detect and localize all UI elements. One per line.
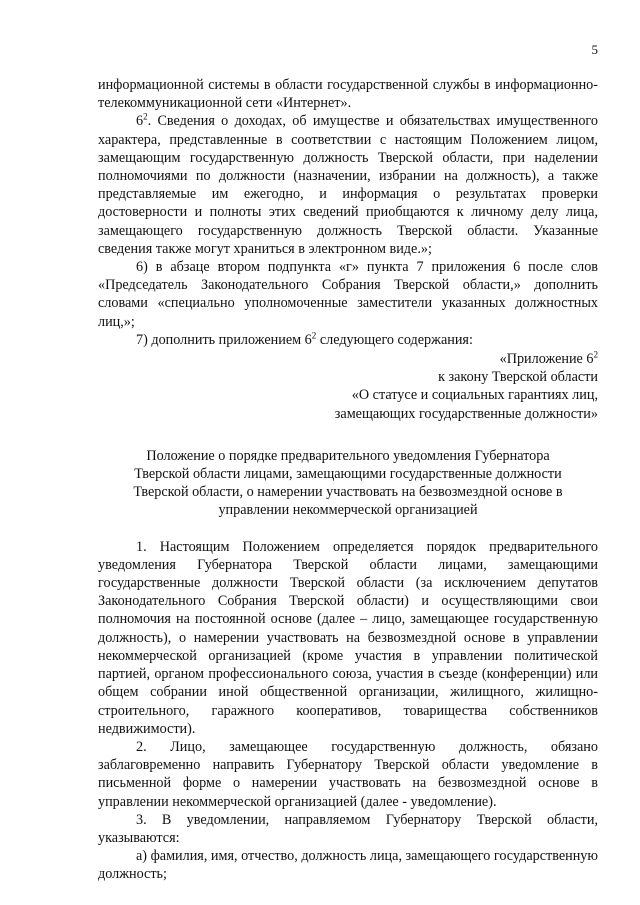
- page-number: 5: [591, 42, 598, 57]
- appendix-label: «Приложение 6: [499, 351, 594, 368]
- appendix-heading: [98, 350, 598, 423]
- document-content: [98, 76, 598, 884]
- title-line: Тверской области, о намерении участвовать на безвозмездной основе в: [133, 484, 563, 501]
- section-number-superscript: 2: [143, 111, 148, 122]
- appendix-number-superscript: 2: [311, 330, 317, 341]
- paragraph-item-6: 6) в абзаце втором подпункта «г» пункта 7 приложения 6 после слов «Председатель Законодательного Собрания Тверской области,» дополнить словами «специально уполномоченные заместители указанных должностных лиц,»;: [98, 259, 598, 330]
- paragraph-text: . Сведения о доходах, об имуществе и обязательствах имущественного характера, представленные в соответствии с настоящим Положением лицом, замещающим государственную должность Тверской области, при наделении полномочиями по должности (назначении, избрании на должность), а также представляемые им ежегодно, и информация о результатах проверки достоверности и полноты этих сведений приобщаются к личному делу лица, замещающего государственную должность Тверской области. Указанные сведения также могут храниться в электронном виде.»;: [98, 113, 598, 257]
- paragraph-item-7: [98, 331, 598, 349]
- regulation-paragraph-3: 3. В уведомлении, направляемом Губернатору Тверской области, указываются:: [98, 811, 598, 846]
- appendix-line: к закону Тверской области: [438, 369, 598, 386]
- appendix-superscript: 2: [593, 349, 598, 360]
- regulation-paragraph-1: 1. Настоящим Положением определяется порядок предварительного уведомления Губернатора Тверской области лицами, замещающими государственные должности Тверской области (за исключением депутатов Законодательного Собрания Тверской области) и осуществляющими свои полномочия на постоянной основе (далее – лицо, замещающее государственную должность), о намерении участвовать на безвозмездной основе в управлении некоммерческой организацией (кроме участия в управлении политической партией, органом профессионального союза, участия в съезде (конференции) или общем собрании иной общественной организации, жилищного, жилищно-строительного, гаражного кооперативов, товарищества собственников недвижимости).: [98, 538, 598, 737]
- appendix-line: замещающих государственные должности»: [334, 405, 598, 422]
- regulation-title: [98, 447, 598, 520]
- appendix-line: [98, 350, 598, 368]
- paragraph-text: следующего содержания:: [316, 331, 473, 348]
- paragraph-text: 7) дополнить приложением 6: [136, 331, 312, 348]
- regulation-paragraph-2: 2. Лицо, замещающее государственную должность, обязано заблаговременно направить Губернатору Тверской области уведомление в письменной форме о намерении участвовать на безвозмездной основе в управлении некоммерческой организацией (далее - уведомление).: [98, 738, 598, 810]
- paragraph-section-6-2: [98, 112, 598, 258]
- title-line: Тверской области лицами, замещающими государственные должности: [134, 466, 562, 483]
- appendix-line: «О статусе и социальных гарантиях лиц,: [351, 387, 598, 404]
- section-number: 6: [136, 113, 144, 130]
- regulation-subitem-a: а) фамилия, имя, отчество, должность лица, замещающего государственную должность;: [98, 848, 598, 883]
- title-line: управлении некоммерческой организацией: [218, 502, 478, 519]
- paragraph-continuation: информационной системы в области государственной службы в информационно-телекоммуникационной сети «Интернет».: [98, 77, 598, 112]
- title-line: Положение о порядке предварительного уведомления Губернатора: [146, 447, 550, 464]
